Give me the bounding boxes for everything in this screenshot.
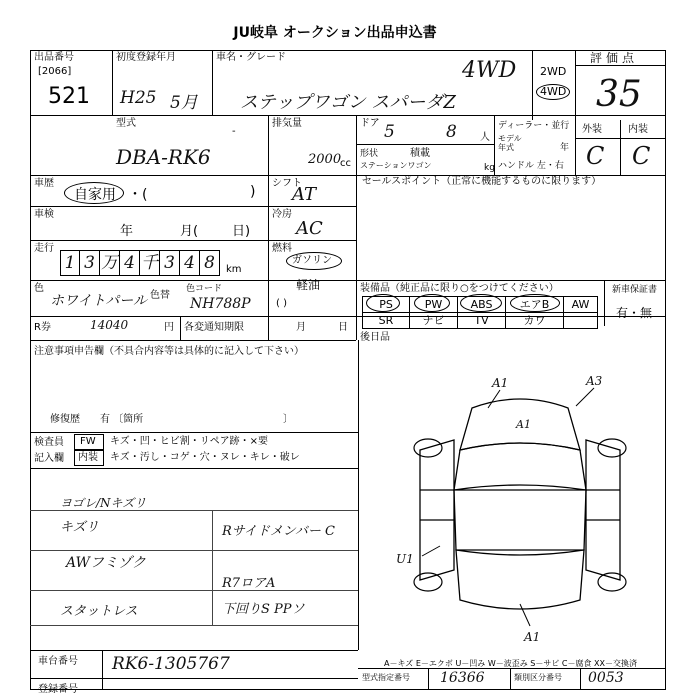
aircon-value: AC xyxy=(296,218,323,239)
mileage-label: 走行 xyxy=(34,243,54,254)
equipment-pw-circle xyxy=(414,294,450,312)
type-class-label: 類別区分番号 xyxy=(514,673,562,682)
inspection-day: 日) xyxy=(232,224,251,239)
dealer-handle: ハンドル 左・右 xyxy=(498,161,564,171)
inspection-month: 月( xyxy=(180,224,199,239)
page-header: JU岐阜 オークション出品申込書 xyxy=(233,25,437,41)
inspector-note-right-1: Rサイドメンバー C xyxy=(222,524,335,539)
lot-code: [2066] xyxy=(38,66,72,77)
diagram-mark-4: U1 xyxy=(396,552,414,566)
odometer-change-label: 各変通知期限 xyxy=(184,322,244,333)
mileage-digits: 1 3 万 4 千 3 4 8 xyxy=(60,250,220,276)
mileage-unit: km xyxy=(226,264,242,275)
diagram-mark-2: A3 xyxy=(586,374,603,388)
model-dash: - xyxy=(232,126,236,137)
displacement-unit: cc xyxy=(340,158,351,169)
equipment-airbag-circle xyxy=(510,294,560,312)
inspection-year: 年 xyxy=(120,224,134,239)
vehicle-name: ステップワゴン スパーダZ xyxy=(240,92,456,113)
fuel-value: ガソリン xyxy=(292,255,332,266)
inspector-note-2: キズリ xyxy=(60,520,99,535)
capacity-unit: 人 xyxy=(480,132,490,143)
warranty-label: 新車保証書 xyxy=(612,285,658,295)
vehicle-drive: 4WD xyxy=(462,58,517,83)
doors-label: ドア xyxy=(360,118,380,129)
diagram-legend: A－キズ E－エクボ U－凹み W－波歪み S－サビ C－腐食 XX－交換済 xyxy=(384,659,638,668)
odometer-change-month: 月 xyxy=(296,322,306,333)
capacity-value: 8 xyxy=(446,122,457,142)
score-interior: C xyxy=(632,142,651,170)
registration-no-label: 登録番号 xyxy=(38,684,78,695)
vehicle-label: 車名・グレード xyxy=(216,52,286,63)
inspector-entry-label: 記入欄 xyxy=(34,453,64,464)
lot-number: 521 xyxy=(48,84,90,109)
color-change-label: 色替 xyxy=(150,290,170,301)
type-cert-value: 16366 xyxy=(440,670,485,686)
equipment-row-2: SR ナビ TV カワ xyxy=(362,312,598,329)
doors-value: 5 xyxy=(384,122,395,142)
recycle-label: R券 xyxy=(34,322,51,333)
inspector-note-right-2: R7ロアA xyxy=(222,576,276,591)
usage-value: 自家用 xyxy=(74,187,116,203)
score-exterior: C xyxy=(586,142,605,170)
shape-label: 形状 xyxy=(360,149,379,159)
dealer-label: ディーラー・並行 xyxy=(498,121,570,131)
inspector-note-1: ヨゴレ/Nキズリ xyxy=(60,496,147,510)
type-class-value: 0053 xyxy=(588,670,624,686)
equipment-abs-circle xyxy=(460,294,502,312)
car-damage-diagram xyxy=(380,370,660,640)
usage-close: ) xyxy=(250,184,256,200)
drive-2wd: 2WD xyxy=(540,65,567,78)
dealer-year-unit: 年 xyxy=(560,143,570,153)
displacement-label: 排気量 xyxy=(272,118,302,129)
shift-label: シフト xyxy=(272,178,302,189)
score-value: 35 xyxy=(596,74,642,115)
notes-repair: 修復歴 有 〔箇所 〕 xyxy=(50,414,294,425)
odometer-change-day: 日 xyxy=(338,322,348,333)
aircon-label: 冷房 xyxy=(272,209,292,220)
load-label: 積載 xyxy=(410,148,430,159)
registration-label: 初度登録年月 xyxy=(116,52,176,63)
equipment-label: 装備品（純正品に限り○をつけてください） xyxy=(360,283,559,294)
color-code-label: 色コード xyxy=(186,284,223,294)
fuel-label: 燃料 xyxy=(272,243,292,254)
usage-label: 車歴 xyxy=(34,178,54,189)
inspector-note-right-3: 下回りS PPソ xyxy=(222,602,305,617)
diagram-mark-3: A1 xyxy=(516,418,531,431)
color-value: ホワイトパール xyxy=(50,293,148,309)
score-interior-label: 内装 xyxy=(628,124,648,135)
inspector-note-3: AWフミゾク xyxy=(66,555,146,571)
load-unit: kg xyxy=(484,163,495,173)
score-exterior-label: 外装 xyxy=(582,124,602,135)
shape-value: ステーションワゴン xyxy=(360,161,432,170)
dealer-model-year: モデル年式 xyxy=(498,134,522,152)
recycle-unit: 円 xyxy=(164,322,174,333)
diagram-mark-5: A1 xyxy=(524,630,541,644)
notes-label: 注意事項申告欄（不具合内容等は具体的に記入して下さい） xyxy=(34,346,304,357)
sales-point-label: セールスポイント（正常に機能するものに限ります） xyxy=(362,176,602,187)
usage-extra: ・( xyxy=(128,187,148,203)
drive-4wd: 4WD xyxy=(536,84,570,100)
registration-era-year: H25 xyxy=(120,88,157,108)
inspector-label: 検査員 xyxy=(34,437,64,448)
diagram-mark-1: A1 xyxy=(492,376,509,390)
equipment-ps-circle xyxy=(366,294,400,312)
fuel-paren: ( ) xyxy=(276,298,287,309)
inspector-inner: 内装 xyxy=(78,452,98,463)
recycle-value: 14040 xyxy=(90,318,129,332)
chassis-label: 車台番号 xyxy=(38,656,78,667)
type-cert-label: 型式指定番号 xyxy=(362,673,410,682)
inspection-label: 車検 xyxy=(34,209,54,220)
equipment-row-1: PS PW ABS エアB AW xyxy=(362,296,598,313)
registration-month: 5月 xyxy=(170,93,198,113)
inspector-note-4: スタットレス xyxy=(60,604,138,619)
shift-value: AT xyxy=(292,184,317,205)
inspector-row-1: キズ・凹・ヒビ割・リペア跡・×要 xyxy=(110,436,268,447)
color-label: 色 xyxy=(34,283,44,294)
displacement-value: 2000 xyxy=(308,152,342,167)
inspector-row-2: キズ・汚し・コゲ・穴・ヌレ・キレ・破レ xyxy=(110,452,300,463)
model-value: DBA-RK6 xyxy=(116,145,211,169)
fuel-diesel: 軽油 xyxy=(296,278,321,292)
rear-label: 後日品 xyxy=(360,332,390,343)
score-label: 評価点 xyxy=(590,51,639,65)
model-label: 型式 xyxy=(116,118,136,129)
color-code: NH788P xyxy=(190,296,251,312)
warranty-value: 有・無 xyxy=(616,306,653,320)
lot-label: 出品番号 xyxy=(34,52,74,63)
chassis-value: RK6-1305767 xyxy=(112,654,230,674)
inspector-fw: FW xyxy=(80,436,96,447)
